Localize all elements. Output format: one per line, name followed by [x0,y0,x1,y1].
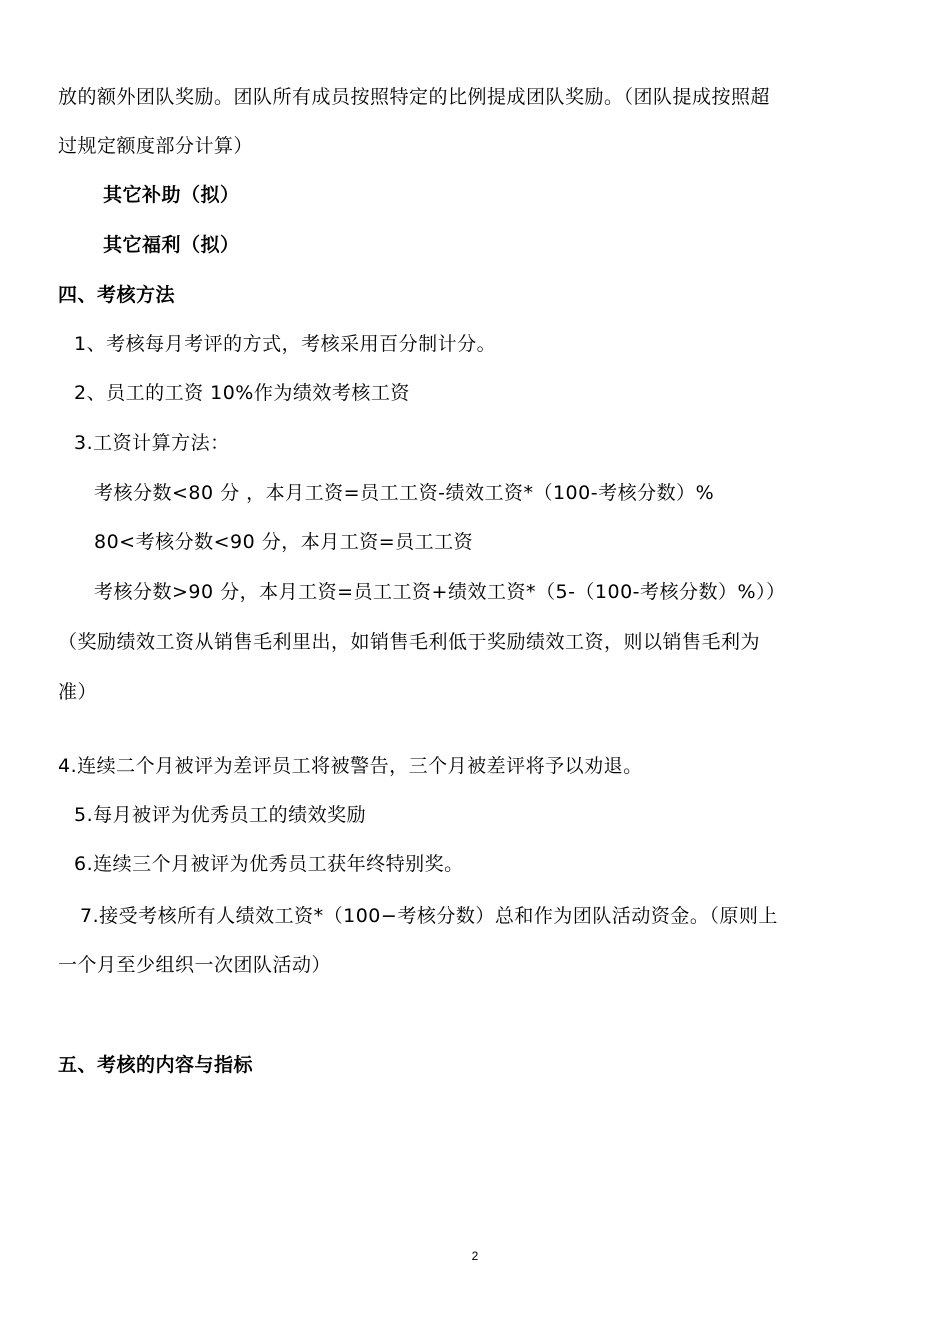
page-number: 2 [471,1249,479,1263]
section-4-item-2: 2、员工的工资 10%作为绩效考核工资 [74,382,410,404]
section-4-item-7-line-2: 一个月至少组织一次团队活动） [58,954,332,976]
section-4-item-1: 1、考核每月考评的方式，考核采用百分制计分。 [74,333,497,355]
continuation-line-1: 放的额外团队奖励。团队所有成员按照特定的比例提成团队奖励。（团队提成按照超 [58,86,771,108]
formula-80-to-90: 80<考核分数<90 分，本月工资=员工工资 [94,531,474,553]
formula-below-80: 考核分数<80 分 ，本月工资=员工工资-绩效工资*（100-考核分数）% [94,482,715,504]
formula-above-90: 考核分数>90 分，本月工资=员工工资+绩效工资*（5-（100-考核分数）%）） [94,581,786,603]
section-5-heading: 五、考核的内容与指标 [58,1054,254,1076]
section-4-item-3: 3.工资计算方法： [74,432,230,454]
continuation-line-2: 过规定额度部分计算） [58,135,254,157]
bonus-note-line-1: （奖励绩效工资从销售毛利里出，如销售毛利低于奖励绩效工资，则以销售毛利为 [58,631,761,653]
other-benefits-heading: 其它福利（拟） [103,234,240,256]
section-4-heading: 四、考核方法 [58,284,176,306]
section-4-item-5: 5.每月被评为优秀员工的绩效奖励 [74,804,367,826]
section-4-item-6: 6.连续三个月被评为优秀员工获年终特别奖。 [74,853,464,875]
section-4-item-4: 4.连续二个月被评为差评员工将被警告，三个月被差评将予以劝退。 [58,755,643,777]
other-subsidy-heading: 其它补助（拟） [103,184,240,206]
bonus-note-line-2: 准） [58,681,98,703]
section-4-item-7-line-1: 7.接受考核所有人绩效工资*（100−考核分数）总和作为团队活动资金。（原则上 [80,905,778,927]
